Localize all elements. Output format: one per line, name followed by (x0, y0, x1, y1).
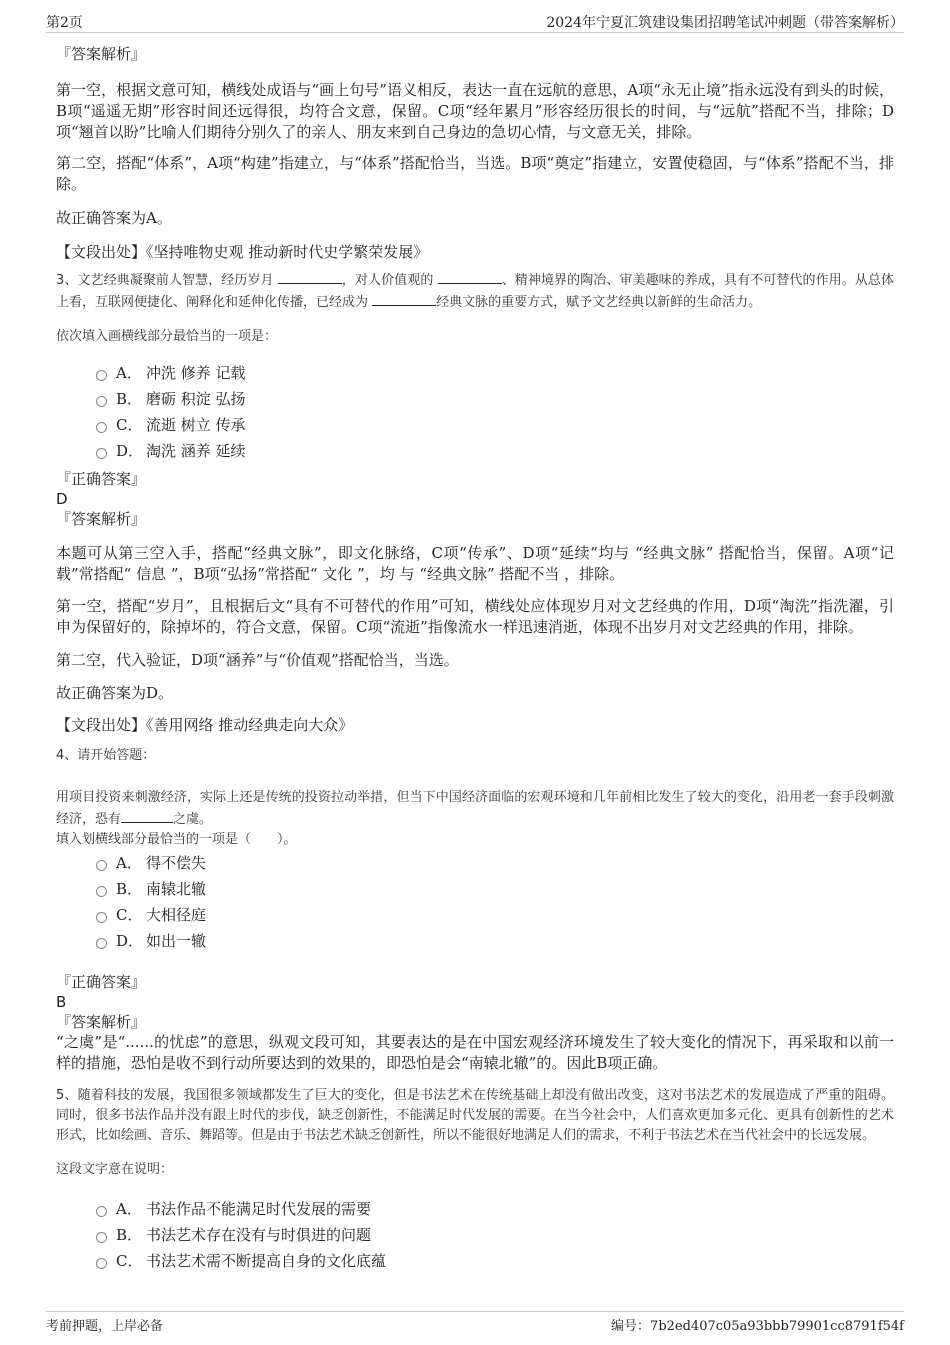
question-4-intro: 4、请开始答题： (56, 748, 156, 763)
correct-answer: B (56, 993, 67, 1011)
radio-icon[interactable] (96, 1232, 107, 1243)
document-id: 编号：7b2ed407c05a93bbb79901cc8791f54f (611, 1319, 904, 1334)
correct-answer: D (56, 490, 68, 508)
question-3-stem: 3、文艺经典凝聚前人智慧，经历岁月 ，对人价值观的 、精神境界的陶冶、审美趣味的养成，具有不可替代的作用。从总体上看，互联网便捷化、阐释化和延伸化传播，已经成为 经典文脉的重要方式，赋予文艺经典以新鲜的生命活力。 (56, 269, 894, 313)
option-d[interactable]: D． 如出一辙 (56, 928, 894, 954)
option-a[interactable]: A． 书法作品不能满足时代发展的需要 (56, 1196, 894, 1222)
analysis-paragraph: 第一空，搭配“岁月”，且根据后文“具有不可替代的作用”可知，横线处应体现岁月对文艺经典的作用，D项“淘洗”指洗濯，引申为保留好的，除掉坏的，符合文意，保留。C项“流逝”指像流水一样迅速消逝，体现不出岁月对文艺经典的作用，排除。 (56, 597, 894, 636)
option-b[interactable]: B． 南辕北辙 (56, 876, 894, 902)
answer-tag: 『正确答案』 (56, 973, 147, 991)
fill-blank (121, 808, 173, 823)
radio-icon[interactable] (96, 396, 107, 407)
question-4-options (56, 850, 894, 954)
analysis-paragraph: “之虞”是“......的忧虑”的意思，纵观文段可知，其要表达的是在中国宏观经济环境发生了较大变化的情况下，再采取和以前一样的措施，恐怕是收不到行动所要达到的效果的，即恐怕是会“南辕北辙”的。因此B项正确。 (56, 1033, 894, 1072)
option-a[interactable]: A． 冲洗 修养 记载 (56, 360, 894, 386)
document-title: 2024年宁夏汇筑建设集团招聘笔试冲刺题（带答案解析） (546, 15, 904, 31)
radio-icon[interactable] (96, 886, 107, 897)
question-5-stem: 5、随着科技的发展，我国很多领域都发生了巨大的变化，但是书法艺术在传统基础上却没有做出改变，这对书法艺术的发展造成了严重的阻碍。同时，很多书法作品并没有跟上时代的步伐，缺乏创新性，不能满足时代发展的需要。在当今社会中，人们喜欢更加多元化、更具有创新性的艺术形式，比如绘画、音乐、舞蹈等。但是由于书法艺术缺乏创新性，所以不能很好地满足人们的需求，不利于书法艺术在当代社会中的长远发展。 (56, 1088, 894, 1143)
answer-tag: 『正确答案』 (56, 470, 147, 488)
analysis-paragraph: 本题可从第三空入手，搭配“经典文脉”，即文化脉络，C项“传承”、D项“延续”均与 “经典文脉” 搭配恰当，保留。A项“记载”常搭配“ 信息 ”，B项“弘扬”常搭配“ 文化 ”，均 与 “经典文脉” 搭配不当 ，排除。 (56, 544, 894, 583)
radio-icon[interactable] (96, 422, 107, 433)
page-header (46, 10, 904, 33)
question-prompt: 依次填入画横线部分最恰当的一项是： (56, 329, 278, 344)
question-5-options (56, 1196, 894, 1274)
radio-icon[interactable] (96, 370, 107, 381)
source-citation: 【文段出处】《善用网络 推动经典走向大众》 (56, 716, 354, 734)
radio-icon[interactable] (96, 1258, 107, 1269)
option-c[interactable]: C． 大相径庭 (56, 902, 894, 928)
radio-icon[interactable] (96, 860, 107, 871)
option-a[interactable]: A． 得不偿失 (56, 850, 894, 876)
fill-blank (438, 269, 502, 284)
analysis-paragraph: 故正确答案为A。 (56, 209, 172, 227)
page-content (56, 44, 894, 1274)
question-prompt: 这段文字意在说明： (56, 1162, 174, 1177)
page-number: 第2页 (46, 15, 83, 31)
fill-blank (372, 291, 436, 306)
analysis-tag: 『答案解析』 (56, 1013, 147, 1031)
analysis-paragraph: 故正确答案为D。 (56, 684, 174, 702)
option-c[interactable]: C． 书法艺术需不断提高自身的文化底蕴 (56, 1248, 894, 1274)
footer-slogan: 考前押题，上岸必备 (46, 1319, 164, 1334)
option-c[interactable]: C． 流逝 树立 传承 (56, 412, 894, 438)
radio-icon[interactable] (96, 448, 107, 459)
analysis-paragraph: 第二空，搭配“体系”，A项“构建”指建立，与“体系”搭配恰当，当选。B项“奠定”指建立，安置使稳固，与“体系”搭配不当，排除。 (56, 154, 894, 193)
analysis-paragraph: 第二空，代入验证，D项“涵养”与“价值观”搭配恰当，当选。 (56, 651, 459, 669)
radio-icon[interactable] (96, 938, 107, 949)
analysis-tag: 『答案解析』 (56, 45, 147, 63)
option-d[interactable]: D． 淘洗 涵养 延续 (56, 438, 894, 464)
radio-icon[interactable] (96, 912, 107, 923)
analysis-tag: 『答案解析』 (56, 510, 147, 528)
radio-icon[interactable] (96, 1206, 107, 1217)
question-4-stem: 用项目投资来刺激经济，实际上还是传统的投资拉动举措，但当下中国经济面临的宏观环境和几年前相比发生了较大的变化，沿用老一套手段刺激经济，恐有 之虞。 (56, 790, 894, 827)
fill-blank (278, 269, 342, 284)
option-b[interactable]: B． 书法艺术存在没有与时俱进的问题 (56, 1222, 894, 1248)
source-citation: 【文段出处】《坚持唯物史观 推动新时代史学繁荣发展》 (56, 243, 429, 261)
question-3-options (56, 360, 894, 464)
analysis-paragraph: 第一空，根据文意可知，横线处成语与“画上句号”语义相反，表达一直在远航的意思，A项“永无止境”指永远没有到头的时候，B项“遥遥无期”形容时间还远得很，均符合文意，保留。C项“经年累月”形容经历很长的时间，与“远航”搭配不当，排除；D项“翘首以盼”比喻人们期待分别久了的亲人、朋友来到自己身边的急切心情，与文意无关，排除。 (56, 81, 894, 141)
question-prompt: 填入划横线部分最恰当的一项是（ ）。 (56, 832, 297, 847)
option-b[interactable]: B． 磨砺 积淀 弘扬 (56, 386, 894, 412)
page-footer (46, 1311, 904, 1336)
